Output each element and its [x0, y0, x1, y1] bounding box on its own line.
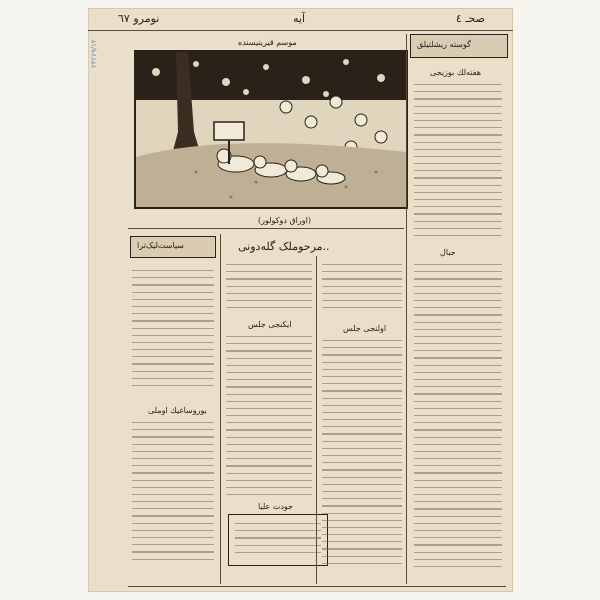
column-text-block: [414, 84, 502, 242]
column-divider: [220, 234, 221, 584]
center-heading: ایکنجی جلس: [248, 320, 292, 329]
center-text-block: [226, 264, 312, 314]
right-sub-text-block: [322, 340, 402, 570]
left-heading: بوروساغيك اوملی: [148, 406, 207, 415]
column-banner-title: گوسته ریشلتیلق: [417, 40, 471, 49]
boxed-note-text: [235, 523, 321, 559]
column-banner: [410, 34, 508, 58]
center-text-block: [226, 336, 312, 501]
newspaper-page: [88, 8, 513, 592]
boxed-note: [228, 514, 328, 566]
left-banner: [130, 236, 216, 258]
right-sub-text-block: [322, 264, 402, 314]
footer-rule: [128, 586, 506, 587]
masthead-title: آيه: [293, 12, 306, 25]
left-banner-title: سیاست‌لیک‌ترا: [137, 241, 184, 250]
article-headline: مرحوملک گله‌دونی..: [238, 240, 330, 253]
column-divider: [406, 34, 407, 584]
column-heading: حبال: [440, 248, 456, 257]
cartoon-subcaption: (اوراق دوکولور): [258, 216, 311, 225]
section-divider: [128, 228, 404, 229]
issue-number: نومرو ٦٧: [118, 12, 160, 25]
left-text-block: [132, 270, 214, 392]
cartoon-illustration: [134, 50, 408, 209]
page-number: صحـ ٤: [455, 12, 485, 25]
page-header: [88, 8, 513, 31]
column-heading: هفته‌لك بوزیجی: [430, 68, 481, 77]
left-text-block: [132, 422, 214, 566]
column-text-block: [414, 264, 502, 573]
cartoon-caption: موسم قیریتیسنده: [238, 38, 297, 47]
right-sub-heading: اولنجی جلس: [343, 324, 387, 333]
archive-stamp: ۲۴۲۶۹/۱۲: [90, 39, 98, 68]
right-column: [410, 34, 506, 584]
article-signature: جودت علیا: [258, 502, 293, 511]
cartoon-drawing: [136, 52, 406, 207]
